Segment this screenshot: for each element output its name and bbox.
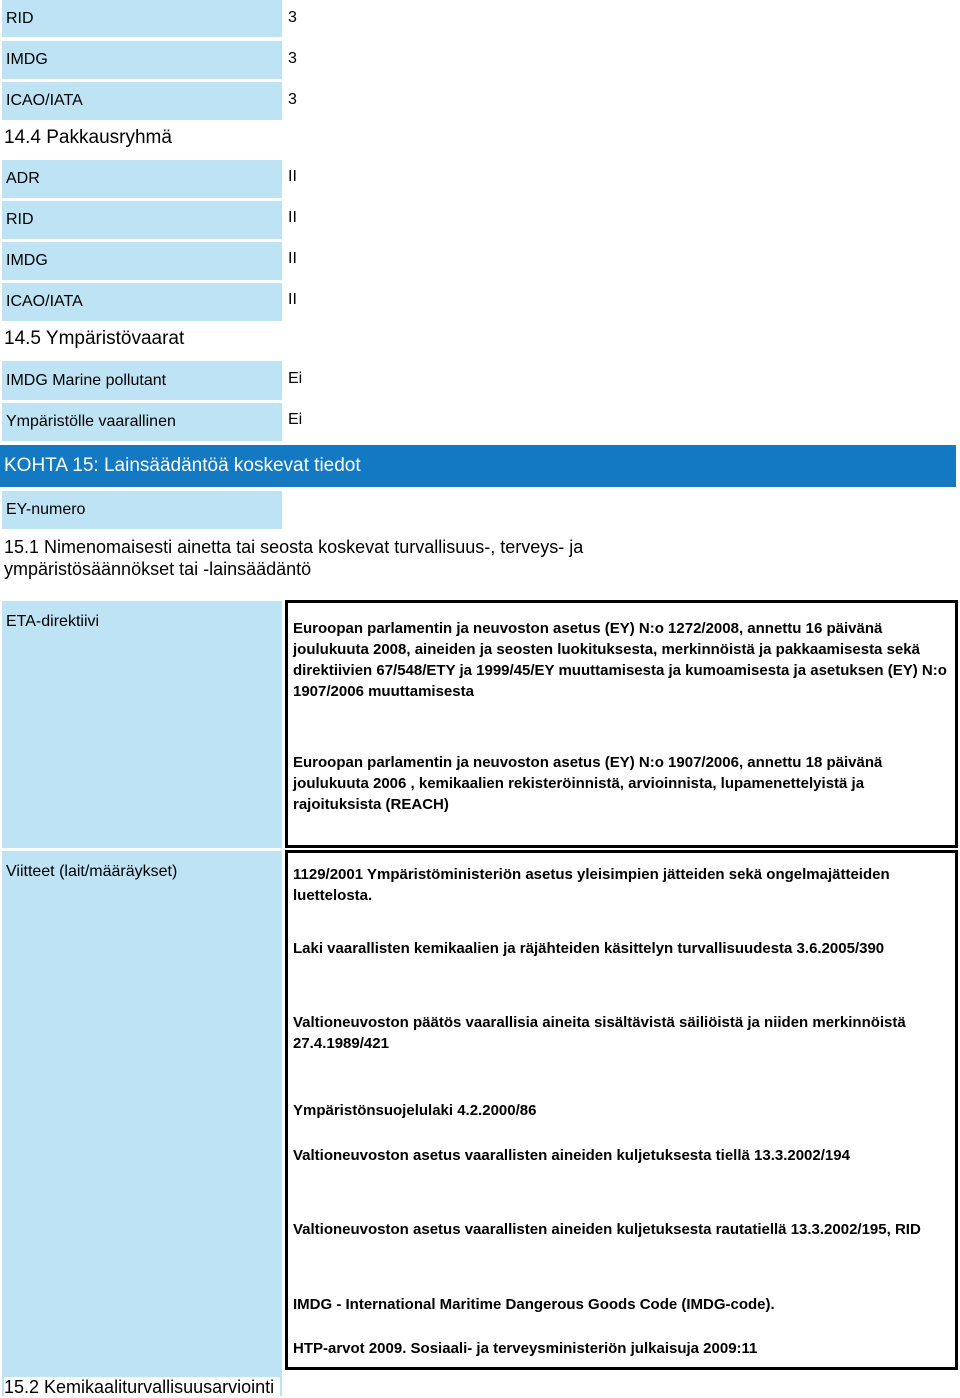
packing-group-heading: 14.4 Pakkausryhmä: [4, 127, 172, 148]
packing-group-label-imdg: IMDG: [2, 242, 282, 280]
env-hazard-label: Ympäristölle vaarallinen: [2, 403, 282, 441]
packing-group-value-rid: II: [288, 209, 297, 226]
ref-item: HTP-arvot 2009. Sosiaali- ja terveysministeriön julkaisuja 2009:11: [293, 1340, 758, 1357]
packing-group-value-icao: II: [288, 291, 297, 308]
transport-class-value-rid: 3: [288, 9, 297, 26]
env-hazard-value: Ei: [288, 411, 303, 428]
transport-class-value-icao: 3: [288, 91, 297, 108]
ref-item: Valtioneuvoston päätös vaarallisia aineita sisältävistä säiliöistä ja niiden merkinnöistä 27.4.1989/421: [293, 1014, 906, 1052]
packing-group-value-imdg: II: [288, 250, 297, 267]
marine-pollutant-value: Ei: [288, 370, 303, 387]
transport-class-label-imdg: IMDG: [2, 41, 282, 79]
references-label: Viitteet (lait/määräykset): [2, 851, 282, 1396]
transport-class-label-icao: ICAO/IATA: [2, 82, 282, 120]
marine-pollutant-label: IMDG Marine pollutant: [2, 361, 282, 400]
eta-directive-label: ETA-direktiivi: [2, 601, 282, 848]
ref-item: IMDG - International Maritime Dangerous Goods Code (IMDG-code).: [293, 1296, 775, 1313]
transport-class-label-rid: RID: [2, 0, 282, 37]
ref-item: Valtioneuvoston asetus vaarallisten aineiden kuljetuksesta rautatiellä 13.3.2002/195, RID: [293, 1221, 921, 1238]
ref-item: Laki vaarallisten kemikaalien ja räjähteiden käsittelyn turvallisuudesta 3.6.2005/390: [293, 940, 885, 957]
packing-group-label-icao: ICAO/IATA: [2, 283, 282, 321]
packing-group-label-adr: ADR: [2, 160, 282, 198]
packing-group-label-rid: RID: [2, 201, 282, 239]
sub-heading-15-2: 15.2 Kemikaaliturvallisuusarviointi: [4, 1377, 280, 1398]
transport-class-value-imdg: 3: [288, 50, 297, 67]
sub-heading-15-1-line2: ympäristösäännökset tai -lainsäädäntö: [4, 559, 312, 579]
environmental-heading: 14.5 Ympäristövaarat: [4, 328, 185, 349]
ref-item: Valtioneuvoston asetus vaarallisten aineiden kuljetuksesta tiellä 13.3.2002/194: [293, 1147, 850, 1164]
eta-text-1907: Euroopan parlamentin ja neuvoston asetus (EY) N:o 1907/2006, annettu 18 päivänä joulukuuta 2006 , kemikaalien rekisteröinnistä, arvioinnista, lupamenettelyistä ja rajoituksista (REACH): [293, 754, 883, 813]
packing-group-value-adr: II: [288, 168, 297, 185]
ey-number-label: EY-numero: [2, 491, 282, 529]
section-15-title: KOHTA 15: Lainsäädäntöä koskevat tiedot: [0, 445, 956, 487]
eta-text-1272: Euroopan parlamentin ja neuvoston asetus (EY) N:o 1272/2008, annettu 16 päivänä joulukuuta 2008, aineiden ja seosten luokituksesta, merkinnöistä ja pakkaamisesta sekä direktiivien 67/548/ETY ja 1999/45/EY muuttamisesta ja kumoamisesta ja asetuksen (EY) N:o 1907/2006 muuttamisesta: [293, 620, 947, 700]
ref-item: Ympäristönsuojelulaki 4.2.2000/86: [293, 1102, 537, 1119]
ref-item: 1129/2001 Ympäristöministeriön asetus yleisimpien jätteiden sekä ongelmajätteiden luettelosta.: [293, 866, 890, 904]
sub-heading-15-1-line1: 15.1 Nimenomaisesti ainetta tai seosta koskevat turvallisuus-, terveys- ja: [4, 537, 584, 557]
